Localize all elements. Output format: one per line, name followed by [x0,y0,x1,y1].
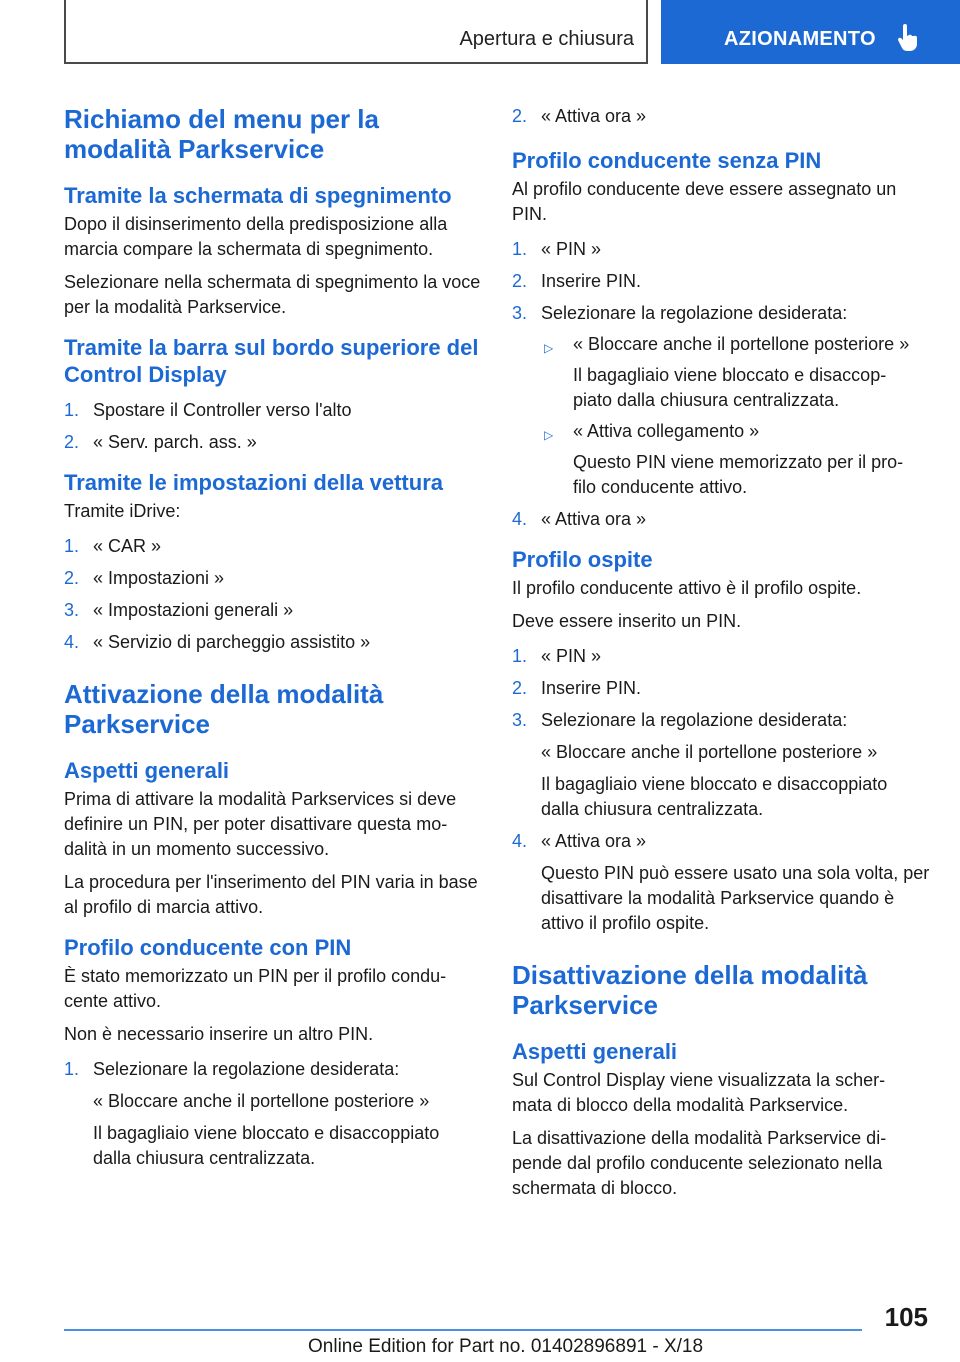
option-label: « Bloccare anche il portellone posteriore » [541,742,878,762]
list-item: 1. « CAR » [64,536,162,556]
paragraph: Tramite iDrive: [64,501,181,521]
paragraph: Al profilo conducente deve essere assegnato un PIN. [512,179,897,224]
bullet-item: ▷ « Bloccare anche il portellone posteriore » Il bagagliaio viene bloccato e disaccop‐ piato dalla chiusura centralizzata. [544,334,910,410]
heading-recall-menu: Richiamo del menu per la modalità Parkservice [64,104,379,164]
list-item: 4. « Servizio di parcheggio assistito » [64,632,371,652]
list-item: 2. « Attiva ora » [512,106,647,126]
continued-steps-list [512,104,930,129]
heading-top-bar: Tramite la barra sul bordo superiore del Control Display [64,335,479,387]
paragraph: Deve essere inserito un PIN. [512,611,742,631]
list-item: 1. Spostare il Controller verso l'alto [64,400,352,420]
paragraph: La disattivazione della modalità Parkservice di‐ pende dal profilo conducente selezionato nella schermata di blocco. [512,1128,887,1198]
list-item: 3. Selezionare la regolazione desiderata: ▷ « Bloccare anche il portellone posteriore » Il bagagliaio viene bloccato e disaccop‐ piato dalla chiusura centralizzata. ▷ « Attiva collegamento » Questo PIN viene memorizzato per il pro‐ filo conducente attivo. [512,301,930,500]
page-number: 105 [884,1302,928,1332]
left-column [64,100,482,1181]
heading-general: Aspetti generali [64,758,230,783]
option-description: Il bagagliaio viene bloccato e disaccoppiato dalla chiusura centralizzata. [541,774,888,819]
bullet-item: ▷ « Attiva collegamento » Questo PIN viene memorizzato per il pro‐ filo conducente attivo. [544,421,904,497]
list-item: 2. Inserire PIN. [512,678,642,698]
paragraph: Il profilo conducente attivo è il profilo ospite. [512,578,862,598]
list-item: 3. « Impostazioni generali » [64,600,294,620]
list-item: 2. Inserire PIN. [512,271,642,291]
with-pin-steps-list [64,1057,482,1171]
paragraph: Dopo il disinserimento della predisposizione alla marcia compare la schermata di spegnimento. [64,214,448,259]
paragraph: Selezionare nella schermata di spegnimento la voce per la modalità Parkservice. [64,272,481,317]
list-item: 1. Selezionare la regolazione desiderata: « Bloccare anche il portellone posteriore » Il bagagliaio viene bloccato e disaccoppiato dalla chiusura centralizzata. [64,1057,482,1171]
right-column [512,100,930,1209]
paragraph: Sul Control Display viene visualizzata la scher‐ mata di blocco della modalità Parkservice. [512,1070,886,1115]
hand-pointer-icon [897,24,919,52]
list-item: 4. « Attiva ora » Questo PIN può essere usato una sola volta, per disattivare la modalità Parkservice quando è attivo il profilo ospite. [512,829,930,936]
footer-edition: Online Edition for Part no. 01402896891 - X/18 [308,1336,704,1357]
paragraph: La procedura per l'inserimento del PIN varia in base al profilo di marcia attivo. [64,872,478,917]
list-item: 2. « Impostazioni » [64,568,225,588]
triangle-bullet-icon: ▷ [544,428,554,442]
heading-deactivation: Disattivazione della modalità Parkservice [512,960,868,1020]
footer-divider [64,1329,862,1331]
heading-driver-without-pin: Profilo conducente senza PIN [512,148,822,173]
option-description: Il bagagliaio viene bloccato e disaccoppiato dalla chiusura centralizzata. [93,1123,440,1168]
heading-general: Aspetti generali [512,1039,678,1064]
paragraph: Non è necessario inserire un altro PIN. [64,1024,374,1044]
option-description: Questo PIN può essere usato una sola volta, per disattivare la modalità Parkservice quando è attivo il profilo ospite. [541,863,930,933]
triangle-bullet-icon: ▷ [544,341,554,355]
paragraph: Prima di attivare la modalità Parkservices si deve definire un PIN, per poter disattivare questa mo‐ dalità in un momento successivo. [64,789,457,859]
guest-steps-list [512,644,930,936]
heading-guest-profile: Profilo ospite [512,547,653,572]
chapter-tab-label: AZIONAMENTO [724,28,876,50]
list-item: 3. Selezionare la regolazione desiderata: « Bloccare anche il portellone posteriore » Il bagagliaio viene bloccato e disaccoppiato dalla chiusura centralizzata. [512,708,930,822]
heading-driver-with-pin: Profilo conducente con PIN [64,935,352,960]
header-section-title: Apertura e chiusura [459,28,634,50]
list-item: 1. « PIN » [512,646,602,666]
list-item: 2. « Serv. parch. ass. » [64,432,257,452]
heading-vehicle-settings: Tramite le impostazioni della vettura [64,470,443,495]
no-pin-steps-list [512,237,930,532]
list-item: 1. « PIN » [512,239,602,259]
heading-activation: Attivazione della modalità Parkservice [64,679,384,739]
list-item: 4. « Attiva ora » [512,509,647,529]
paragraph: È stato memorizzato un PIN per il profilo condu‐ cente attivo. [64,966,447,1011]
heading-shutdown-screen: Tramite la schermata di spegnimento [64,183,452,208]
header-chapter-tab[interactable] [661,0,960,64]
bar-steps-list [64,398,482,455]
settings-steps-list [64,534,482,655]
option-label: « Bloccare anche il portellone posteriore » [93,1091,430,1111]
